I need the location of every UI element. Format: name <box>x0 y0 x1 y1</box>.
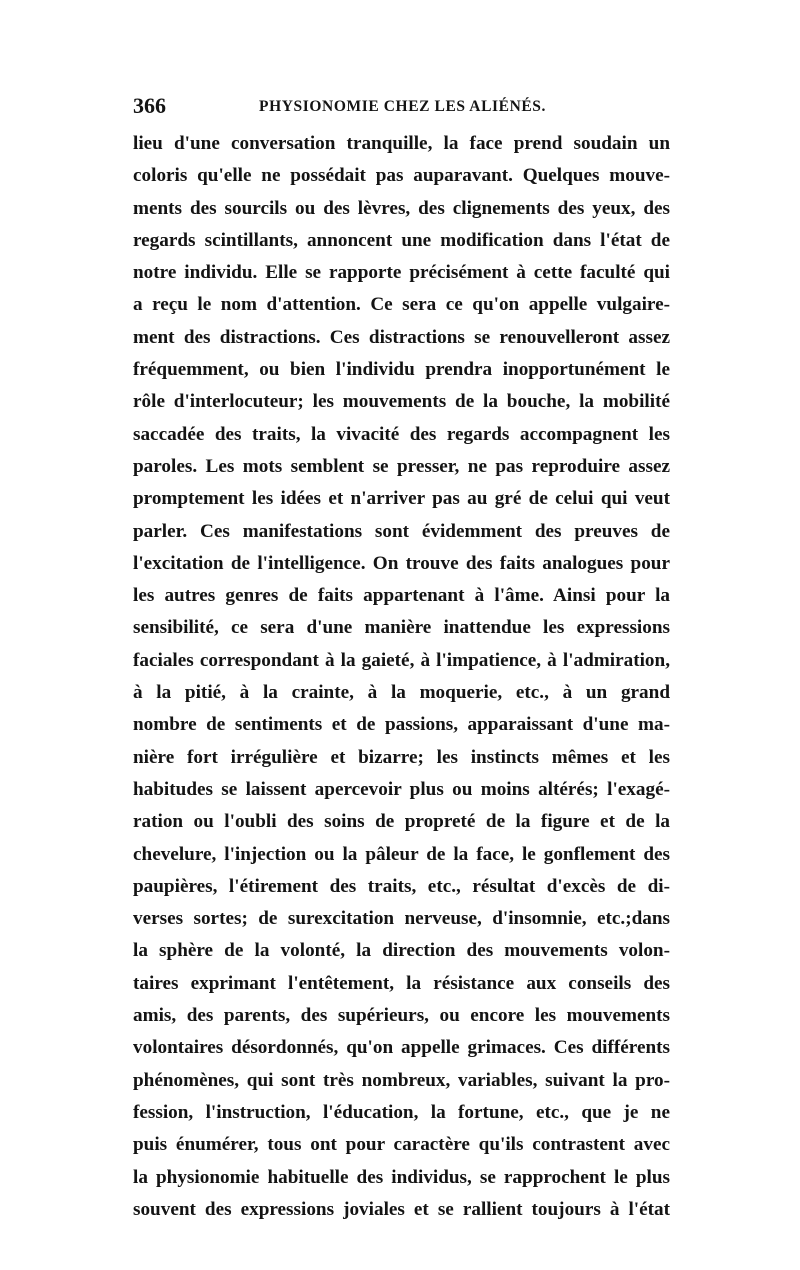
text-line: regards scintillants, annoncent une modification dans l'état de <box>133 229 670 251</box>
text-line: ments des sourcils ou des lèvres, des clignements des yeux, des <box>133 197 670 219</box>
text-line: phénomènes, qui sont très nombreux, variables, suivant la pro- <box>133 1069 670 1091</box>
page-number: 366 <box>133 93 166 118</box>
text-line: souvent des expressions joviales et se rallient toujours à l'état <box>133 1198 670 1220</box>
text-line: la sphère de la volonté, la direction des mouvements volon- <box>133 940 670 962</box>
text-line: faciales correspondant à la gaieté, à l'impatience, à l'admiration, <box>133 649 670 671</box>
text-line: l'excitation de l'intelligence. On trouve des faits analogues pour <box>133 552 670 574</box>
text-line: les autres genres de faits appartenant à l'âme. Ainsi pour la <box>133 585 670 607</box>
text-line: la physionomie habituelle des individus, se rapprochent le plus <box>133 1166 670 1188</box>
text-line: volontaires désordonnés, qu'on appelle grimaces. Ces différents <box>133 1037 670 1059</box>
body-text <box>133 128 670 1226</box>
text-line: rôle d'interlocuteur; les mouvements de la bouche, la mobilité <box>133 391 670 413</box>
text-line: saccadée des traits, la vivacité des regards accompagnent les <box>133 423 670 445</box>
text-line: amis, des parents, des supérieurs, ou encore les mouvements <box>133 1005 670 1027</box>
text-line: ration ou l'oubli des soins de propreté de la figure et de la <box>133 811 670 833</box>
text-line: verses sortes; de surexcitation nerveuse, d'insomnie, etc.;dans <box>133 908 670 930</box>
text-line: fréquemment, ou bien l'individu prendra inopportunément le <box>133 359 670 381</box>
text-line: nombre de sentiments et de passions, apparaissant d'une ma- <box>133 714 670 736</box>
text-line: coloris qu'elle ne possédait pas auparavant. Quelques mouve- <box>133 165 670 187</box>
running-head <box>133 93 670 123</box>
text-line: lieu d'une conversation tranquille, la face prend soudain un <box>133 133 670 154</box>
text-line: notre individu. Elle se rapporte précisément à cette faculté qui <box>133 262 670 284</box>
text-line: ment des distractions. Ces distractions se renouvelleront assez <box>133 326 670 348</box>
text-line: parler. Ces manifestations sont évidemment des preuves de <box>133 520 670 542</box>
text-line: paroles. Les mots semblent se presser, ne pas reproduire assez <box>133 455 670 477</box>
text-line: sensibilité, ce sera d'une manière inattendue les expressions <box>133 617 670 639</box>
text-line: paupières, l'étirement des traits, etc., résultat d'excès de di- <box>133 875 670 897</box>
text-line: fession, l'instruction, l'éducation, la fortune, etc., que je ne <box>133 1101 670 1123</box>
running-title: PHYSIONOMIE CHEZ LES ALIÉNÉS. <box>259 98 546 115</box>
text-line: promptement les idées et n'arriver pas au gré de celui qui veut <box>133 488 670 510</box>
text-line: a reçu le nom d'attention. Ce sera ce qu'on appelle vulgaire- <box>133 294 670 316</box>
text-line: à la pitié, à la crainte, à la moquerie, etc., à un grand <box>133 682 670 704</box>
text-line: habitudes se laissent apercevoir plus ou moins altérés; l'exagé- <box>133 778 670 800</box>
text-line: puis énumérer, tous ont pour caractère qu'ils contrastent avec <box>133 1134 670 1156</box>
text-line: chevelure, l'injection ou la pâleur de la face, le gonflement des <box>133 843 670 865</box>
text-line: taires exprimant l'entêtement, la résistance aux conseils des <box>133 972 670 994</box>
text-line: nière fort irrégulière et bizarre; les instincts mêmes et les <box>133 746 670 768</box>
